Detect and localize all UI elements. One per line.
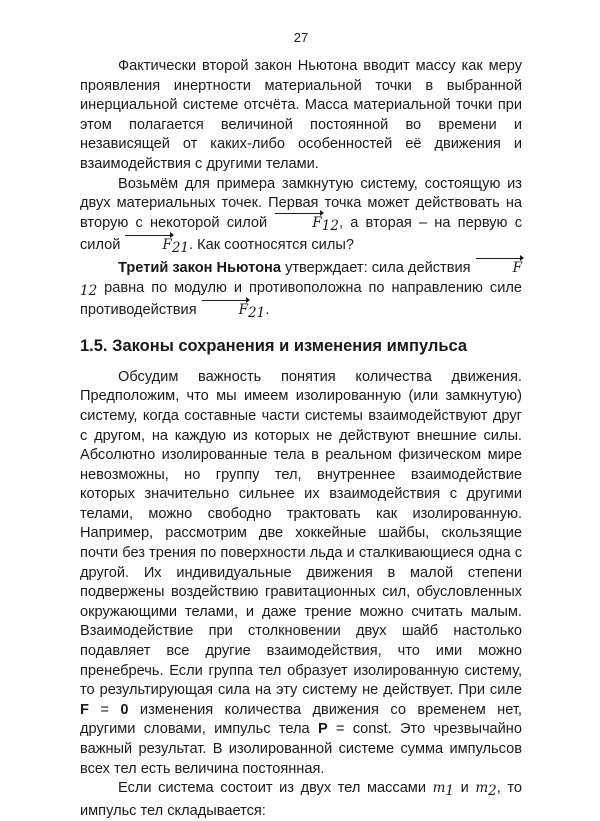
paragraph-newton-second-law: Фактически второй закон Ньютона вводит массу как меру проявления инертности материальной точки в выбранной инерциальной системе отсчёта. Масса материальной точки при этом полагается величиной постоянной во времени и независящей от каких-либо особенностей её движения и взаимодействия с другими телами. [80,58,522,172]
force-f12-subscript: 12 [321,217,339,234]
text-span: утверждает: сила действия [280,259,475,276]
text-span: , а вторая – на первую с силой [80,214,523,254]
page-number: 27 [293,30,309,45]
force-f21-vector: F [124,236,171,256]
zero-symbol: 0 [120,701,129,718]
paragraph-momentum [80,368,522,779]
force-f12-subscript: 12 [80,282,98,299]
mass-subscript-2: 2 [488,783,497,800]
text-span: Обсудим важность понятия количества движения. Предположим, что мы имеем изолированную (или замкнутую) систему, когда составные части системы взаимодействуют друг с другом, на каждую из которых не действуют внешние силы. Абсолютно изолированные тела в реальном физическом мире невозможны, но группу тел, внутреннее взаимодействие которых значительно сильнее их взаимодействия с другими телами, можно свободно трактовать как изолированную. Например, рассмотрим две хоккейные шайбы, скользящие почти без трения по поверхности льда и сталкивающиеся одна с другой. Их индивидуальные движения в малой степени подвержены воздействию гравитационных сил, обусловленных окружающими телами, и даже трение можно считать малым. Взаимодействие при столкновении двух шайб настолько подавляет все другие взаимодействия, что ими можно пренебречь. Если группа тел образует изолированную систему, то результирующая сила на эту систему не действует. При силе [80,368,522,699]
mass-symbol-1: m [432,780,446,797]
text-span: равна по модулю и противоположна по направлению силе противодействия [80,279,522,319]
force-symbol: F [80,701,89,718]
force-f21-subscript: 21 [171,240,190,257]
text-span: и [453,780,476,797]
mass-symbol-2: m [475,780,489,797]
text-span: , то импульс тел складывается: [80,780,522,819]
section-heading: 1.5. Законы сохранения и изменения импульса [80,336,468,355]
text-span: = [88,701,121,718]
text-span: Если система состоит из двух тел массами [118,780,433,797]
text-span: Возьмём для примера замкнутую систему, состоящую из двух материальных точек. Первая точка может действовать на вторую с некоторой силой [80,175,522,231]
paragraph-two-bodies [80,779,522,821]
text-span: . [265,302,270,319]
force-f12-vector: F [475,259,522,279]
text-span: изменения количества движения со временем нет, другими словами, импульс тела [80,701,522,738]
third-law-term: Третий закон Ньютона [118,259,281,276]
text-span: . Как соотносятся силы? [189,237,354,254]
momentum-symbol: P [317,721,328,738]
force-f21-vector: F [201,301,248,321]
paragraph-third-law [80,259,522,324]
force-f12-vector: F [274,214,321,234]
mass-subscript-1: 1 [445,783,454,800]
text-span: = const. Это чрезвычайно важный результат. В изолированной системе сумма импульсов всех тел есть величина постоянная. [80,721,522,777]
paragraph-closed-system [80,175,522,259]
force-f21-subscript: 21 [248,305,266,322]
